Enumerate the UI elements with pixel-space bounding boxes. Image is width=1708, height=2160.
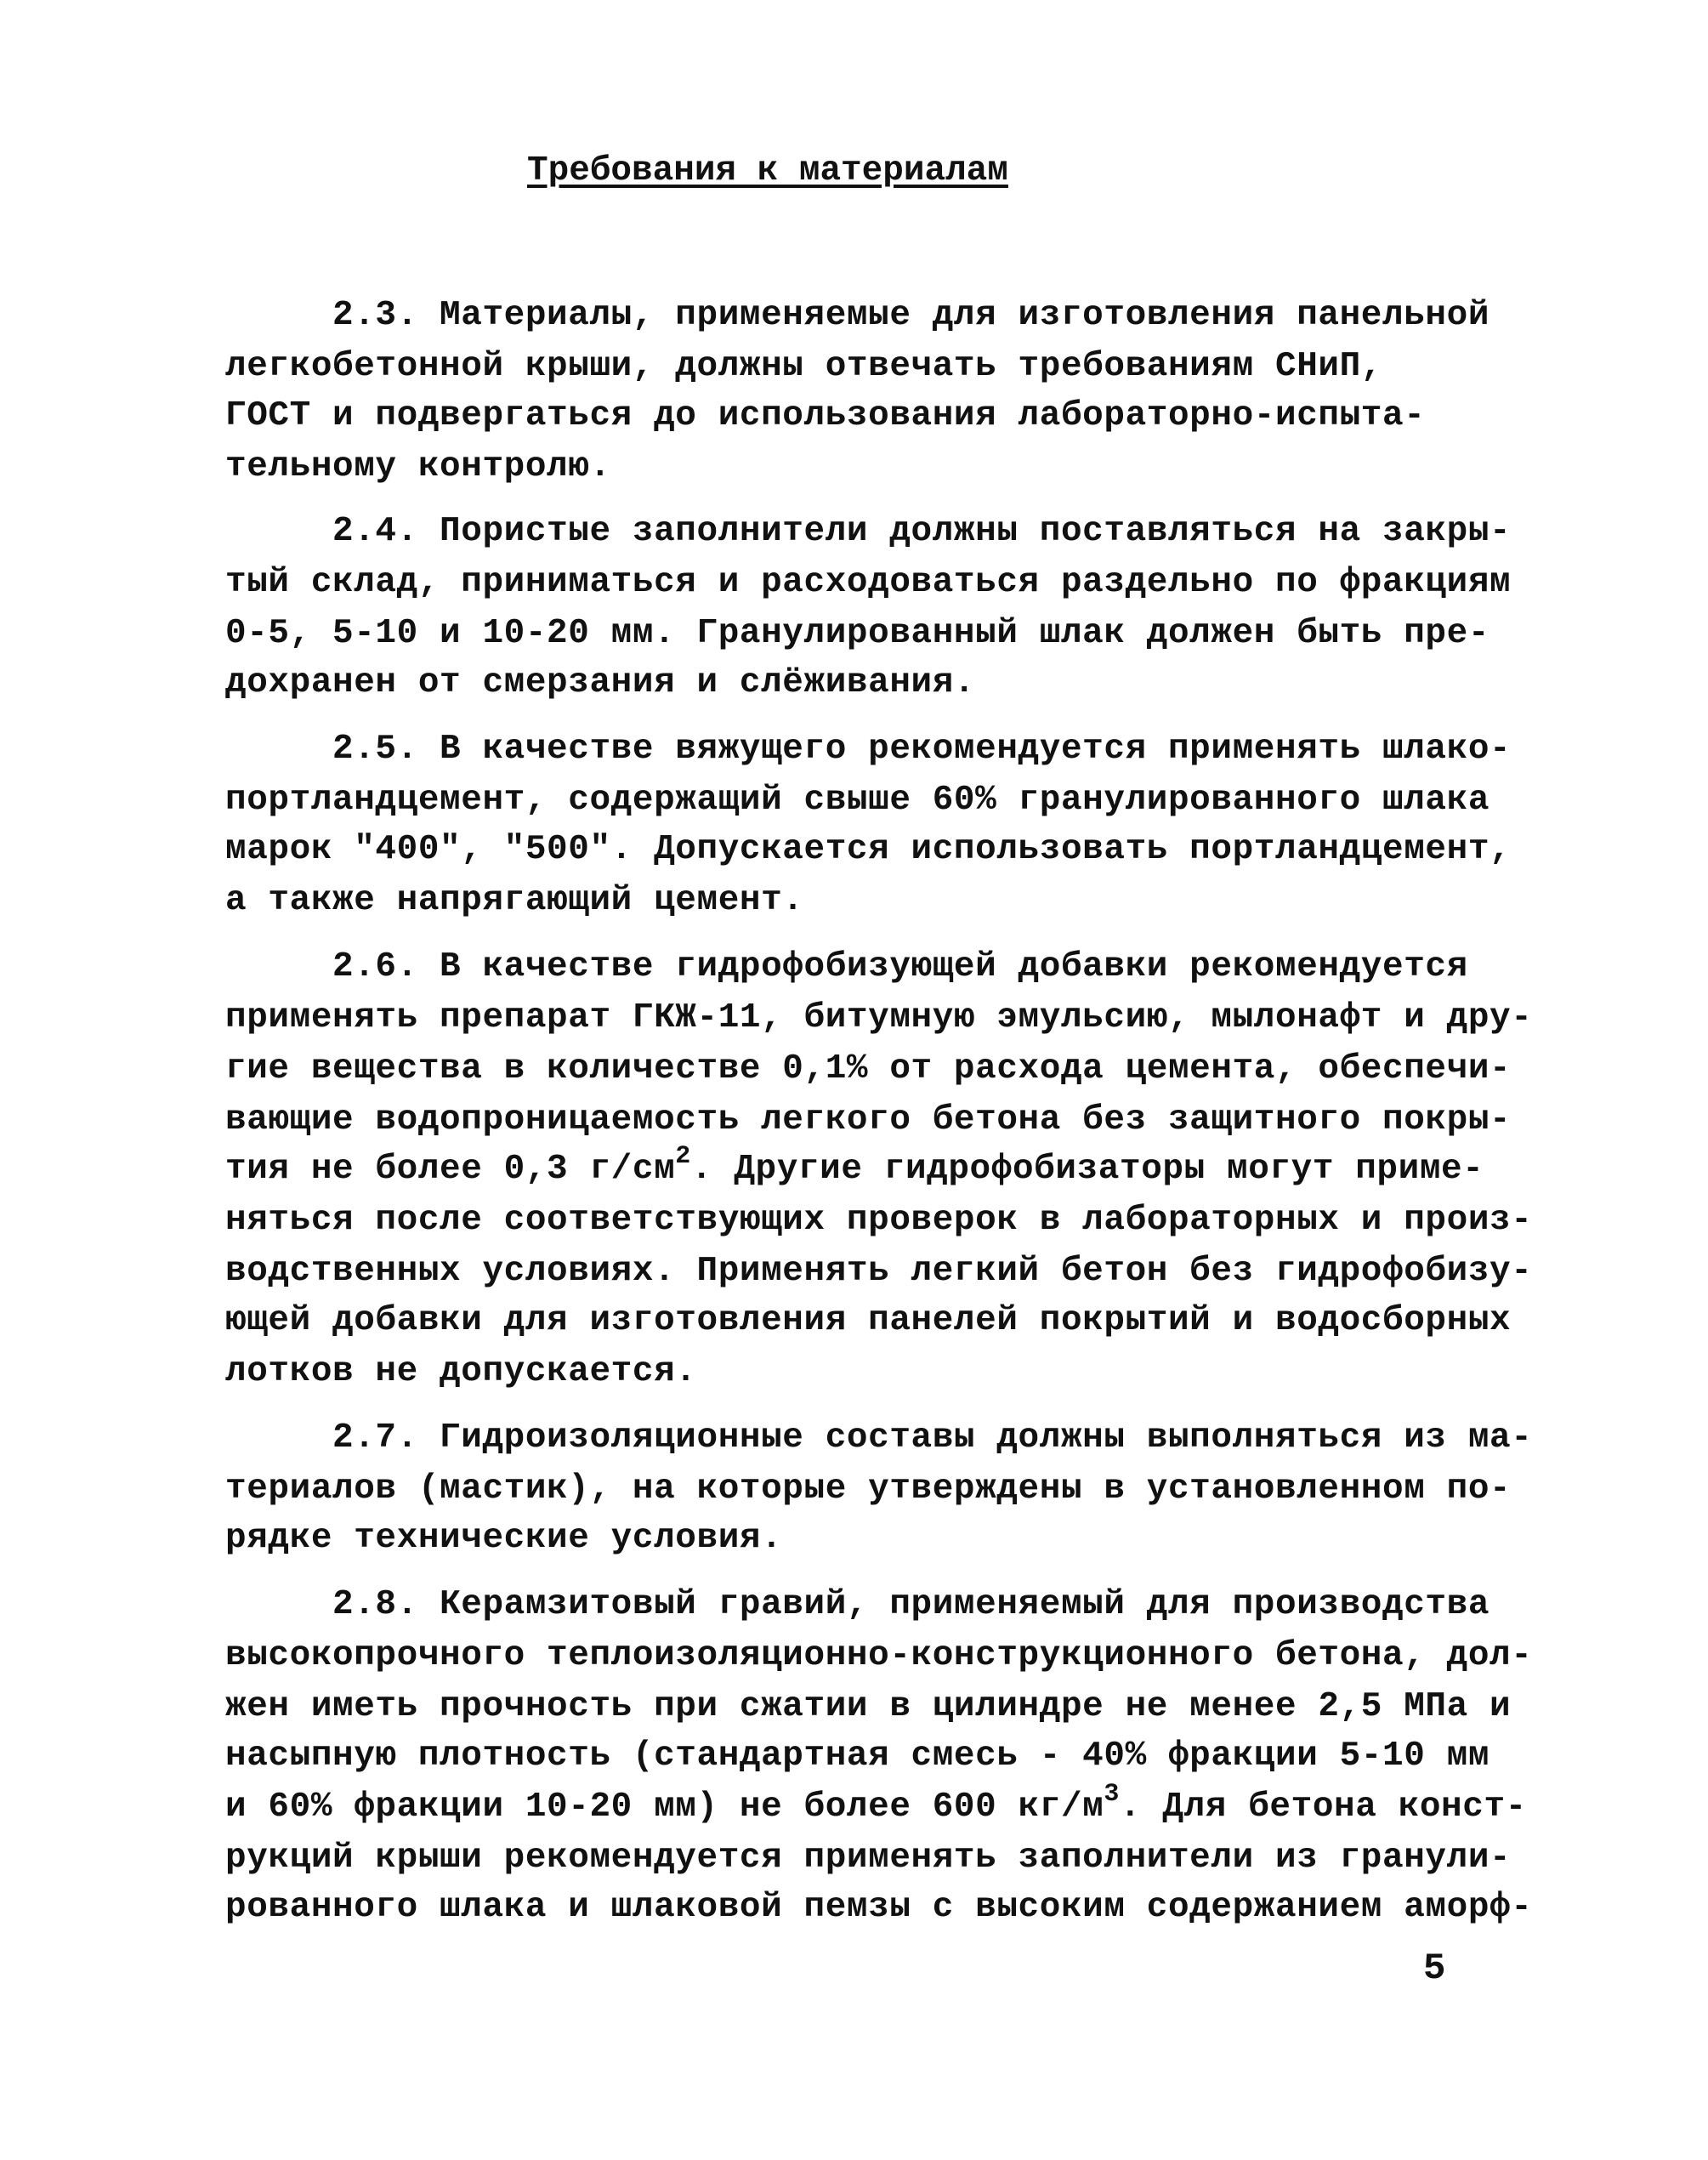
paragraph-2-6-line-9: лотков не допускается. [225,1352,697,1391]
superscript-exponent: 2 [675,1142,691,1171]
paragraph-2-3-line-1: 2.3. Материалы, применяемые для изготовления панельной [225,296,1490,335]
paragraph-2-8-line-4: насыпную плотность (стандартная смесь - 40% фракции 5-10 мм [225,1737,1490,1776]
paragraph-2-7-line-1: 2.7. Гидроизоляционные составы должны выполняться из ма- [225,1418,1533,1458]
paragraph-2-5-line-3: марок "400", "500". Допускается использовать портландцемент, [225,830,1512,869]
paragraph-2-5-line-1: 2.5. В качестве вяжущего рекомендуется применять шлако- [225,730,1512,769]
paragraph-2-6-line-6: няться после соответствующих проверок в лабораторных и произ- [225,1201,1533,1240]
section-heading: Требования к материалам [527,151,1008,190]
paragraph-2-6-line-2: применять препарат ГКЖ-11, битумную эмульсию, мылонафт и дру- [225,998,1533,1037]
paragraph-2-6-line-3: гие вещества в количестве 0,1% от расхода цемента, обеспечи- [225,1049,1512,1089]
superscript-exponent: 3 [1104,1780,1120,1809]
paragraph-2-3-line-4: тельному контролю. [225,447,611,486]
paragraph-2-6-line-4: вающие водопроницаемость легкого бетона без защитного покры- [225,1100,1512,1140]
paragraph-2-8-line-7: рованного шлака и шлаковой пемзы с высоким содержанием аморф- [225,1888,1533,1927]
paragraph-2-8-line-5-tail: . Для бетона конст- [1119,1788,1527,1827]
paragraph-2-3-line-3: ГОСТ и подвергаться до использования лабораторно-испыта- [225,396,1426,435]
paragraph-2-8-line-1: 2.8. Керамзитовый гравий, применяемый для производства [225,1585,1490,1624]
paragraph-2-6-line-7: водственных условиях. Применять легкий бетон без гидрофобизу- [225,1252,1533,1291]
paragraph-2-8-line-6: рукций крыши рекомендуется применять заполнители из гранули- [225,1839,1512,1878]
paragraph-2-5-line-4: а также напрягающий цемент. [225,881,804,920]
paragraph-2-4-line-4: дохранен от смерзания и слёживания. [225,663,976,702]
paragraph-2-6-line-8: ющей добавки для изготовления панелей покрытий и водосборных [225,1301,1512,1340]
paragraph-2-6-line-5-tail: . Другие гидрофобизаторы могут приме- [690,1150,1484,1189]
paragraph-2-6-line-5 [225,1142,1484,1189]
paragraph-2-3-line-2: легкобетонной крыши, должны отвечать требованиям СНиП, [225,347,1383,386]
paragraph-2-4-line-2: тый склад, приниматься и расходоваться раздельно по фракциям [225,563,1512,602]
paragraph-2-7-line-2: териалов (мастик), на которые утверждены в установленном по- [225,1469,1512,1509]
paragraph-2-4-line-3: 0-5, 5-10 и 10-20 мм. Гранулированный шлак должен быть пре- [225,614,1490,653]
paragraph-2-6-line-1: 2.6. В качестве гидрофобизующей добавки рекомендуется [225,947,1468,986]
paragraph-2-8-line-5 [225,1780,1527,1827]
paragraph-2-8-line-5-text: и 60% фракции 10-20 мм) не более 600 кг/м [225,1788,1104,1827]
paragraph-2-8-line-2: высокопрочного теплоизоляционно-конструкционного бетона, дол- [225,1636,1533,1675]
paragraph-2-6-line-5-text: тия не более 0,3 г/см [225,1150,676,1189]
paragraph-2-5-line-2: портландцемент, содержащий свыше 60% гранулированного шлака [225,781,1490,820]
paragraph-2-8-line-3: жен иметь прочность при сжатии в цилиндре не менее 2,5 МПа и [225,1687,1512,1726]
page-number: 5 [1423,1947,1446,1990]
paragraph-2-7-line-3: рядке технические условия. [225,1519,783,1558]
paragraph-2-4-line-1: 2.4. Пористые заполнители должны поставляться на закры- [225,512,1512,551]
